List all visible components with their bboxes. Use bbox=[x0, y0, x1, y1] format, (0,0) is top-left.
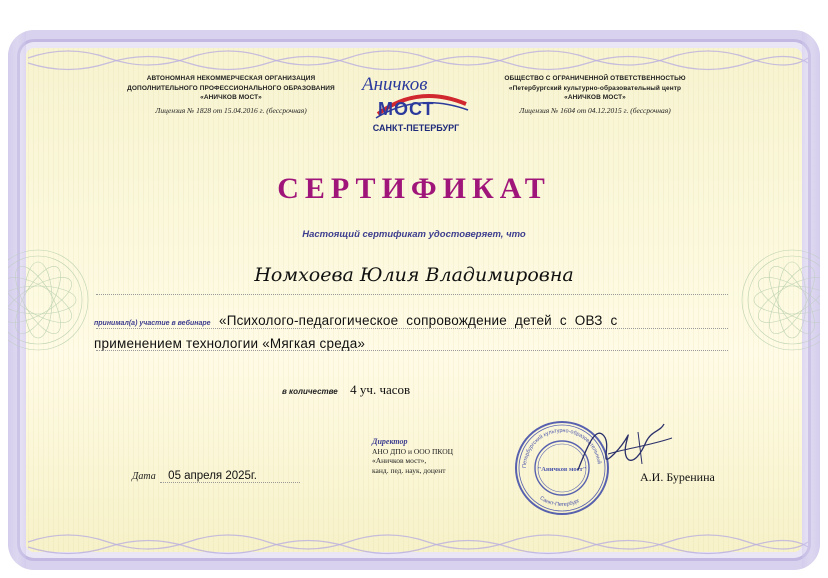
logo-word2: МОСТ bbox=[378, 99, 435, 119]
stamp-ring-bottom: Санкт-Петербург bbox=[538, 495, 581, 509]
svg-text:Санкт-Петербург bbox=[539, 495, 581, 508]
logo-city: САНКТ-ПЕТЕРБУРГ bbox=[372, 123, 460, 133]
quantity-block bbox=[282, 381, 410, 399]
certificate bbox=[8, 30, 820, 570]
stamp-center-text: "Аничков мост" bbox=[537, 466, 587, 473]
director-title: Директор bbox=[372, 437, 408, 446]
quantity-label: в количестве bbox=[282, 387, 338, 396]
org-right bbox=[490, 74, 700, 115]
org-right-license: Лицензия № 1604 от 04.12.2015 г. (бессрочная) bbox=[519, 105, 671, 115]
director-block bbox=[372, 437, 512, 475]
webinar-title-line2: применением технологии «Мягкая среда» bbox=[94, 336, 366, 351]
participation-label: принимал(а) участие в вебинаре bbox=[94, 320, 211, 327]
director-line3: канд. пед. наук, доцент bbox=[372, 465, 446, 475]
date-underline bbox=[160, 482, 300, 483]
org-right-line3: «АНИЧКОВ МОСТ» bbox=[564, 94, 626, 101]
org-right-line2: «Петербургский культурно-образовательный центр bbox=[508, 84, 682, 92]
director-line2: «Аничков мост», bbox=[372, 456, 427, 465]
logo-word1: Аничков bbox=[362, 74, 428, 95]
org-left-license: Лицензия № 1828 от 15.04.2016 г. (бессрочная) bbox=[155, 105, 307, 115]
name-underline bbox=[96, 294, 728, 295]
webinar-title-line1: «Психолого-педагогическое сопровождение детей с ОВЗ с bbox=[219, 313, 618, 328]
org-right-line1: ОБЩЕСТВО С ОГРАНИЧЕННОЙ ОТВЕТСТВЕННОСТЬЮ bbox=[504, 75, 686, 82]
webinar-underline-1 bbox=[96, 328, 728, 329]
date-label: Дата bbox=[132, 471, 156, 482]
org-left-line2: ДОПОЛНИТЕЛЬНОГО ПРОФЕССИОНАЛЬНОГО ОБРАЗОВАНИЯ bbox=[127, 84, 335, 92]
org-left bbox=[126, 74, 336, 115]
date-value: 05 апреля 2025г. bbox=[168, 470, 257, 482]
quantity-value: 4 уч. часов bbox=[350, 382, 411, 397]
webinar-block bbox=[94, 312, 734, 351]
stamp-ring-top: Петербургский культурно-образовательный bbox=[521, 427, 602, 469]
certificate-subtitle: Настоящий сертификат удостоверяет, что bbox=[302, 229, 526, 240]
director-name: А.И. Буренина bbox=[640, 470, 715, 484]
org-left-line1: АВТОНОМНАЯ НЕКОММЕРЧЕСКАЯ ОРГАНИЗАЦИЯ bbox=[146, 75, 316, 82]
webinar-underline-2 bbox=[96, 350, 728, 351]
org-left-line3: «АНИЧКОВ МОСТ» bbox=[200, 94, 262, 101]
logo bbox=[348, 70, 480, 138]
certificate-title: СЕРТИФИКАТ bbox=[277, 172, 551, 205]
recipient-name: Номхоева Юлия Владимировна bbox=[254, 264, 574, 286]
director-line1: АНО ДПО и ООО ПКОЦ bbox=[372, 446, 454, 456]
